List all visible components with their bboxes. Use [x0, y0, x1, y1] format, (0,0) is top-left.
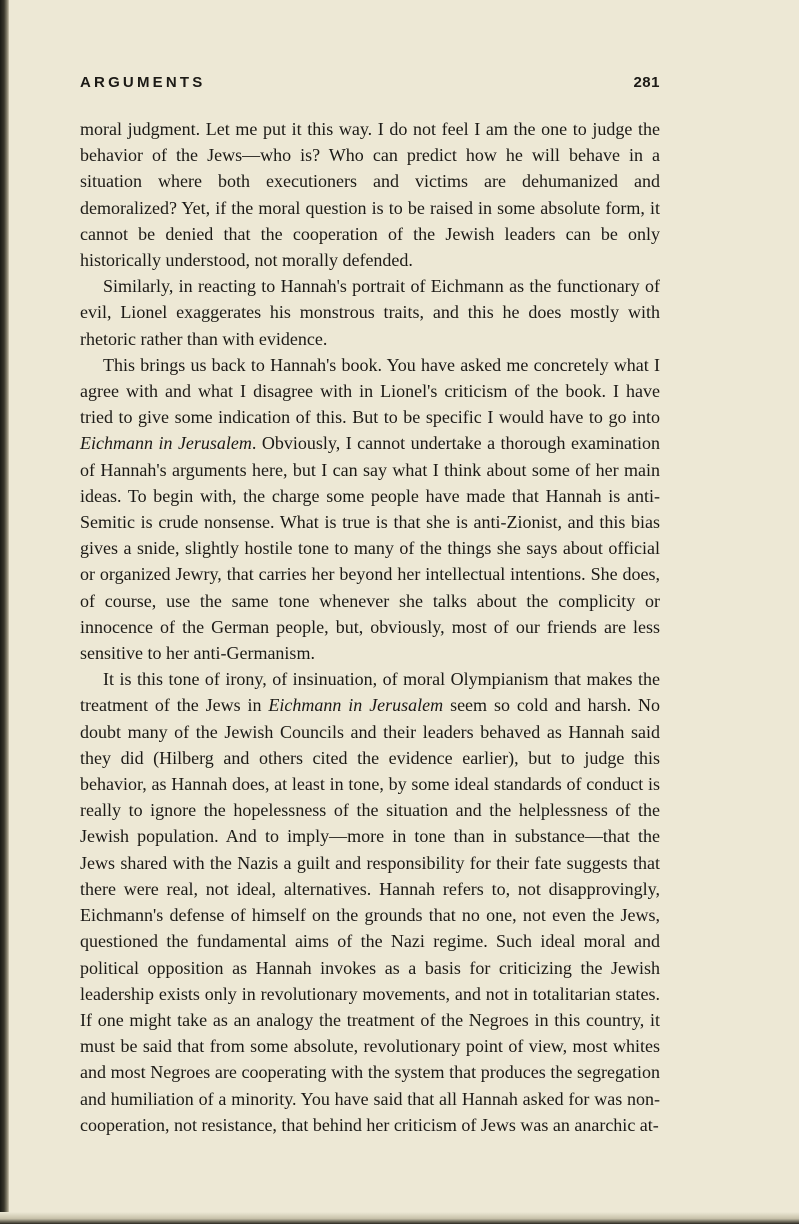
book-binding-edge — [0, 0, 9, 1224]
paragraph: Similarly, in reacting to Hannah's portrait of Eichmann as the functionary of evil, Lionel exaggerates his monstrous traits, and this he does mostly with rhetoric rather than with evidence. — [80, 276, 660, 349]
body-text — [80, 116, 660, 1138]
running-head — [80, 74, 660, 102]
paragraph-continuation: moral judgment. Let me put it this way. I do not feel I am the one to judge the behavior of the Jews—who is? Who can predict how he will behave in a situation where both executioners and victims are dehumanized and demoralized? Yet, if the moral question is to be raised in some absolute form, it cannot be denied that the cooperation of the Jewish leaders can be only historically understood, not morally defended. — [80, 119, 660, 271]
book-page — [80, 74, 660, 1138]
paragraph: This brings us back to Hannah's book. You have asked me concretely what I agree with and what I disagree with in Lionel's criticism of the book. I have tried to give some indication of this. But to be specific I would have to go into Eichmann in Jerusalem. Obviously, I cannot undertake a thorough examination of Hannah's arguments here, but I can say what I think about some of her main ideas. To begin with, the charge some people have made that Hannah is anti-Semitic is crude nonsense. What is true is that she is anti-Zionist, and this bias gives a snide, slightly hostile tone to many of the things she says about official or organized Jewry, that carries her beyond her intellectual intentions. She does, of course, use the same tone whenever she talks about the complicity or innocence of the German people, but, obviously, most of our friends are less sensitive to her anti-Germanism. — [80, 354, 660, 664]
book-title: Eichmann in Jerusalem — [268, 695, 444, 716]
book-title: Eichmann in Jerusalem — [80, 433, 252, 454]
page-bottom-edge — [0, 1212, 799, 1224]
page-number: 281 — [633, 74, 660, 91]
running-title: ARGUMENTS — [80, 74, 206, 91]
paragraph: It is this tone of irony, of insinuation, of moral Olympianism that makes the treatment of the Jews in Eichmann in Jerusalem seem so cold and harsh. No doubt many of the Jewish Councils and their leaders behaved as Hannah said they did (Hilberg and others cited the evidence earlier), but to judge this behavior, as Hannah does, at least in tone, by some ideal standards of conduct is really to ignore the hopelessness of the situation and the helplessness of the Jewish population. And to imply—more in tone than in substance—that the Jews shared with the Nazis a guilt and responsibility for their fate suggests that there were real, not ideal, alternatives. Hannah refers to, not disapprovingly, Eichmann's defense of himself on the grounds that no one, not even the Jews, questioned the fundamental aims of the Nazi regime. Such ideal moral and political opposition as Hannah invokes as a basis for criticizing the Jewish leadership exists only in revolutionary movements, and not in totalitarian states. If one might take as an analogy the treatment of the Negroes in this country, it must be said that from some absolute, revolutionary point of view, most whites and most Negroes are cooperating with the system that produces the segregation and humiliation of a minority. You have said that all Hannah asked for was non-cooperation, not resistance, that behind her criticism of Jews was an anarchic at- — [80, 669, 660, 1135]
